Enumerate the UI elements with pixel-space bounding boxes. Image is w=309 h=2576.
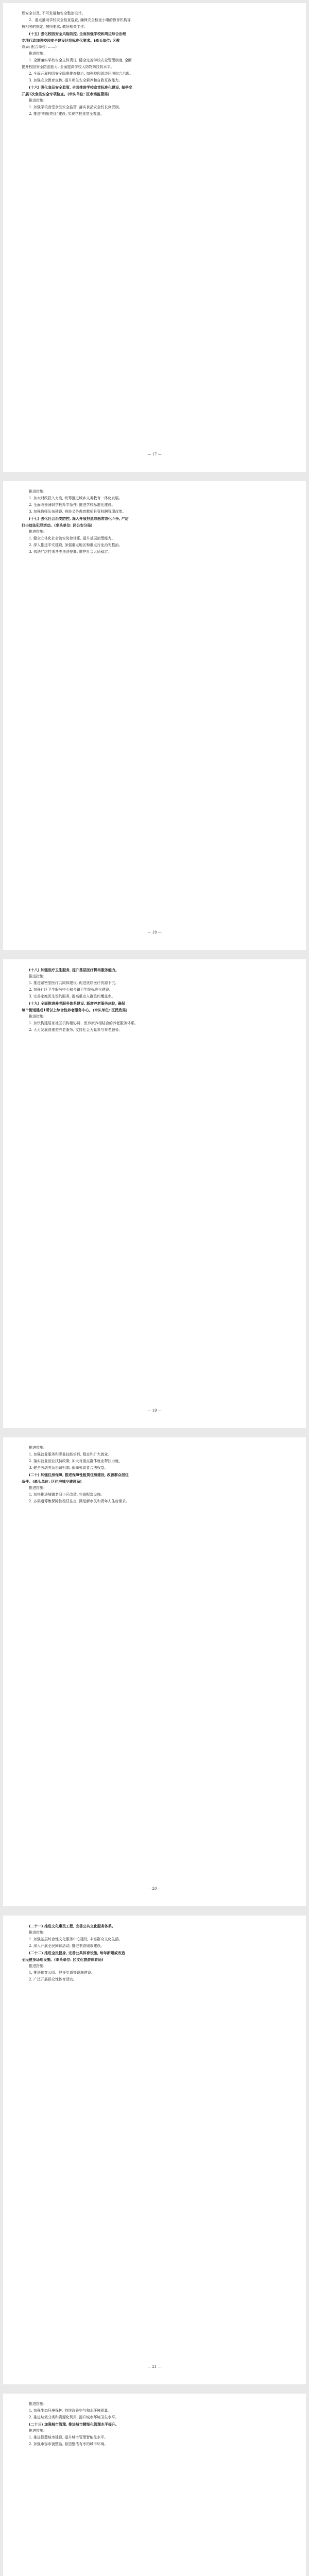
section-heading-line: 条件。(牵头单位: 区住房城乡建设局) [22, 1479, 82, 1484]
paragraph-line: 1. 加强基层综合性文化服务中心建设, 丰富群众文化生活。 [29, 1937, 123, 1941]
paragraph-line: 1. 推进智慧城市建设, 提升城市管理智能化水平。 [29, 2435, 108, 2439]
paragraph-line: 推进措施: [29, 2429, 45, 2433]
paragraph-line: 2. 推进"明厨亮灶"建设, 实现学校食堂全覆盖。 [29, 112, 104, 116]
paragraph-line: 1. 加强生态环境保护, 持续改善空气和水环境质量。 [29, 2409, 112, 2413]
section-heading-line: (二十一) 推进文化惠民工程, 完善公共文化服务体系。 [29, 1924, 115, 1928]
paragraph-line: 理安全以及, 不可发展和安全整治设计。 [22, 11, 85, 15]
paragraph-line: 1. 加快构建居家社区机构相协调、医养康养相结合的养老服务体系。 [29, 1021, 138, 1025]
section-heading-line: (十六) 强化食品安全监管, 全面推进学校食堂标准化建设, 每季度 [29, 85, 132, 90]
paragraph-line: 推进措施: [29, 2402, 45, 2406]
document-page [3, 1437, 306, 1906]
paragraph-line: 2. 推进垃圾分类和资源化利用, 提升城市环境卫生水平。 [29, 2415, 119, 2419]
section-heading-line: 专项行动加强校园安全建设达到标准化要求。(牵头单位: 区教 [22, 38, 120, 43]
paragraph-line: 推进措施: [29, 1930, 45, 1935]
paragraph-line: 推进措施: [29, 1486, 45, 1490]
page-number: — 17 — [147, 452, 162, 456]
paragraph-line: 1. 加大财政投入力度, 统筹推进城乡义务教育一体化发展。 [29, 496, 123, 500]
document-page [3, 959, 306, 1428]
document-page [3, 1916, 306, 2384]
paragraph-line: 1. 推进体育公园、健身步道等设施建设。 [29, 1971, 95, 1975]
paragraph-line: 3. 加强安全教育宣传, 提升师生安全素养和自救互救能力。 [29, 78, 123, 82]
paragraph-line: 推进措施: [29, 489, 45, 494]
paragraph-line: 2. 全面开展校园安全隐患排查整治, 加强校园周边环境综合治理。 [29, 72, 133, 76]
section-heading-line: 打击违法犯罪活动。(牵头单位: 区公安分局) [22, 523, 93, 528]
paragraph-line: 1. 推进紧密型医疗共同体建设, 促进优质医疗资源下沉。 [29, 981, 119, 985]
page-number: — 19 — [147, 1409, 162, 1413]
paragraph-line: 推进措施: [29, 1014, 45, 1019]
paragraph-line: 2. 多渠道筹集保障性租赁住房, 满足新市民和青年人住房需求。 [29, 1499, 130, 1503]
paragraph-line: 育局; 配合单位: ……) [22, 45, 57, 49]
section-heading-line: (二十二) 推进全民健身, 完善公共体育设施, 每年新建或改造 [29, 1951, 125, 1955]
document-page [3, 481, 306, 950]
paragraph-line: 2. 加强市容市貌整治, 营造整洁有序的城市环境。 [29, 2442, 108, 2446]
page-number: — 20 — [147, 1887, 162, 1891]
document-page [3, 3, 306, 472]
section-heading-line: (二十) 加强住房保障, 推进保障性租赁住房建设, 改善群众居住 [29, 1472, 129, 1477]
section-heading-line: 每个街道建成1所以上综合性养老服务中心。(牵头单位: 区民政局) [22, 1008, 128, 1012]
paragraph-line: 2、重点推动学校安全检查巡查, 确保安全检查小组的教育机构等 [29, 18, 131, 22]
section-heading-line: (十五) 强化校园安全风险防控, 全面加强学校和周边综合治理 [29, 31, 126, 36]
section-heading-line: 全民健身场地设施。(牵头单位: 区文化旅游体育局) [22, 1957, 104, 1962]
paragraph-line: 推进措施: [29, 1964, 45, 1968]
paragraph-line: 2. 深入推进平安建设, 加强重点地区和重点行业治安整治。 [29, 543, 123, 547]
paragraph-line: 3. 完善家庭医生签约服务, 提高重点人群签约覆盖率。 [29, 994, 115, 998]
paragraph-line: 2. 全面改善薄弱学校办学条件, 推进学校标准化建设。 [29, 503, 115, 507]
paragraph-line: 1. 健全立体化社会治安防控体系, 提升基层治理能力。 [29, 536, 115, 540]
paragraph-line: 推进措施: [29, 98, 45, 103]
paragraph-line: 3. 健全劳动关系协调机制, 保障劳动者合法权益。 [29, 1466, 108, 1470]
paragraph-line: 1. 加强学校食堂食品安全监管, 落实食品安全校长负责制。 [29, 105, 123, 109]
paragraph-line: 2. 深入开展全民阅读活动, 推进书香城市建设。 [29, 1944, 105, 1948]
paragraph-line: 推进措施: [29, 1446, 45, 1450]
paragraph-line: 推进措施: [29, 530, 45, 534]
paragraph-line: 1. 全面落实学校安全主体责任, 健全完善学校安全管理制度, 全面 [29, 58, 132, 62]
paragraph-line: 1. 加快推进城镇老旧小区改造, 完善配套设施。 [29, 1493, 105, 1497]
paragraph-line: 按相关的规定, 按照要求, 做好相关工作。 [22, 25, 88, 29]
paragraph-line: 推进措施: [29, 974, 45, 978]
paragraph-line: 2. 广泛开展群众性体育活动。 [29, 1977, 77, 1981]
document-page [3, 2394, 306, 2576]
section-heading-line: (十九) 全面推进养老服务体系建设, 新增养老服务床位, 确保 [29, 1001, 125, 1006]
paragraph-line: 2. 落实就业创业扶持政策, 加大对重点群体就业帮扶力度。 [29, 1459, 123, 1463]
section-heading-line: 开展1次食品安全专项检查。(牵头单位: 区市场监管局) [22, 92, 110, 96]
paragraph-line: 2. 大力发展普惠型养老服务, 支持社会力量参与养老服务。 [29, 1028, 123, 1032]
section-heading-line: (二十三) 加强城市管理, 推进城市精细化管理水平提升。 [29, 2422, 119, 2427]
section-heading-line: (十七) 强化社会治安防控, 深入开展扫黑除恶常态化斗争, 严厉 [29, 516, 129, 521]
paragraph-line: 推进措施: [29, 52, 45, 56]
paragraph-line: 2. 加强社区卫生服务中心和乡镇卫生院标准化建设。 [29, 988, 113, 992]
paragraph-line: 3. 依法严厉打击各类违法犯罪, 维护社会大局稳定。 [29, 550, 112, 554]
paragraph-line: 提升校园安全防范能力, 全面提高学校人防物防技防水平。 [22, 65, 114, 69]
paragraph-line: 3. 加强教师队伍建设, 推进义务教育教师县管校聘管理改革。 [29, 510, 126, 514]
page-number: — 18 — [147, 930, 162, 935]
page-number: — 21 — [147, 2365, 162, 2369]
paragraph-line: 1. 加强就业服务和职业技能培训, 稳定和扩大就业。 [29, 1452, 112, 1456]
section-heading-line: (十八) 加强医疗卫生服务, 提升基层医疗机构服务能力。 [29, 968, 119, 972]
